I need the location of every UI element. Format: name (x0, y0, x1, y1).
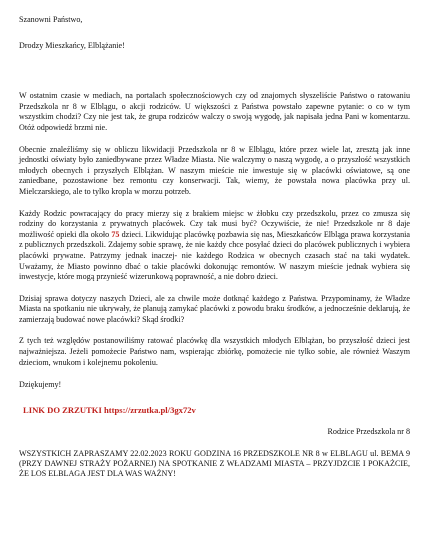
paragraph-intro: W ostatnim czasie w mediach, na portalach społecznościowych czy od znajomych słyszeliście Państwo o ratowaniu Przedszkola nr 8 w Elblągu, o akcji rodziców. U większości z Państwa powstało zapewne pytanie: o co w tym wszystkim chodzi? Czy nie jest tak, że grupa rodziców walczy o swoją wygodę, jak napisała jedna Pani w komentarzu. Otóż odpowiedź brzmi nie. (19, 91, 410, 132)
thanks-line: Dziękujemy! (19, 380, 62, 390)
paragraph-parents (19, 209, 410, 283)
fundraiser-link[interactable]: LINK DO ZRZUTKI https://zrzutka.pl/3gx72v (23, 404, 196, 415)
children-count-highlight: 75 (111, 229, 120, 239)
paragraph-liquidation: Obecnie znaleźliśmy się w obliczu likwidacji Przedszkola nr 8 w Elblągu, które przez wiele lat, zresztą jak inne jednostki oświaty było zaniedbywane przez Władze Miasta. Nie walczymy o naszą wygodę, a o przyszłość wszystkich młodych obecnych i przyszłych Elblążan. W naszym mieście nie inwestuje się w placówki oświatowe, są one zaniedbane, pozostawione bez remontu czy konserwacji. Tak, wiemy, że powstała nowa placówka przy ul. Mielczarskiego, ale to tylko kropla w morzu potrzeb. (19, 144, 410, 196)
signature: Rodzice Przedszkola nr 8 (327, 427, 410, 437)
paragraph-appeal: Z tych też względów postanowiliśmy ratować placówkę dla wszystkich młodych Elblążan, bo przyszłość dzieci jest najważniejsza. Jeżeli pomożecie Państwo nam, wspierając zbiórkę, pomożecie nie tylko sobie, ale również Waszym dzieciom, wnukom i kolejnemu pokoleniu. (19, 336, 410, 367)
meeting-invitation: WSZYSTKICH ZAPRASZAMY 22.02.2023 ROKU GODZINA 16 PRZEDSZKOLE NR 8 w ELBLAGU ul. BEMA 9 (PRZY DAWNEJ STRAŻY POŻARNEJ) NA SPOTKANIE Z WŁADZAMI MIASTA – PRZYJDZCIE I POKAŻCIE, ŻE LOS ELBLAGA JEST DLA WAS WAŻNY! (19, 449, 410, 479)
paragraph-parents-text-end: dzieci. Likwidując placówkę pozbawia się nas, Mieszkańców Elbląga prawa korzystania z publicznych przedszkoli. Zdajemy sobie sprawę, że nie każdy chce posyłać dzieci do placówek publicznych i wybiera placówki prywatne. Patrzymy jednak inaczej- nie każdego Rodzica w obecnych czasach stać na taki wydatek. Uważamy, że Miasto powinno dbać o takie placówki dokonując remontów. W naszym mieście jednak wybiera się inwestycje, które mogą przynieść wizerunkową poprawność, a nie dobro dzieci. (19, 229, 411, 282)
greeting-formal: Szanowni Państwo, (19, 15, 83, 24)
paragraph-warning: Dzisiaj sprawa dotyczy naszych Dzieci, ale za chwile może dotknąć każdego z Państwa. Przypominamy, że Władze Miasta na spotkaniu nie ukrywały, że planują zamykać placówki z powodu braku środków, a jednocześnie deklarują, że zamierzają budować nowe placówki? Skąd środki? (19, 293, 410, 324)
paragraph-parents-text-start: Każdy Rodzic powracający do pracy mierzy się z brakiem miejsc w żłobku czy przedszkolu, przez co zmusza się rodziny do korzystania z prywatnych placówek. Czy tak musi być? Oczywiście, że nie! Przedszkole nr 8 daje możliwość opieki dla około (19, 208, 410, 239)
greeting-residents: Drodzy Mieszkańcy, Elblążanie! (19, 40, 125, 50)
